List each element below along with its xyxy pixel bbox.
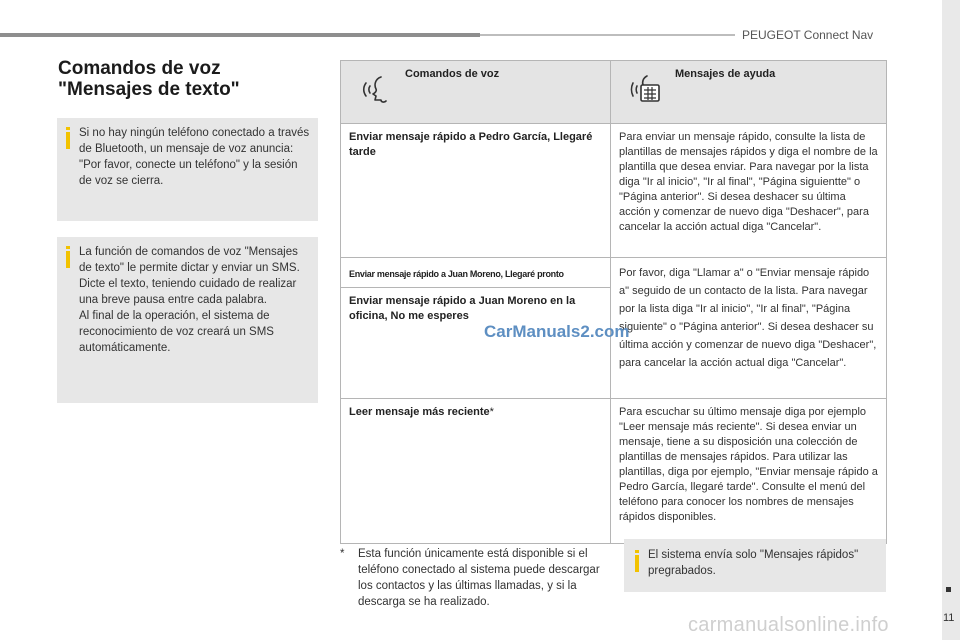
voice-keyboard-icon <box>629 73 661 105</box>
header-label: PEUGEOT Connect Nav <box>742 28 874 42</box>
footnote-text: Esta función únicamente está disponible si el teléfono conectado al sistema puede descargar los contactos y las últimas llamadas, y si la descarga se ha realizado. <box>358 548 600 608</box>
page-edge-marker <box>946 587 951 592</box>
info-box-sms-dictation <box>57 237 318 403</box>
voice-commands-table <box>340 60 887 544</box>
command-cell <box>341 399 611 544</box>
page-edge-strip <box>942 0 960 640</box>
info-box-text: Si no hay ningún teléfono conectado a través de Bluetooth, un mensaje de voz anuncia: "Por favor, conecte un teléfono" y la sesión de voz se cierra. <box>79 127 310 187</box>
page-title <box>58 58 240 100</box>
footnote <box>340 546 600 610</box>
command-cell: Enviar mensaje rápido a Juan Moreno, Llegaré pronto <box>341 258 611 288</box>
column-header-help <box>611 61 887 124</box>
watermark-text: CarManuals2.com <box>484 322 630 341</box>
help-cell: Para escuchar su último mensaje diga por ejemplo "Leer mensaje más reciente". Si desea enviar un mensaje, tiene a su disposición una colección de plantillas de mensajes rápidos. Para utilizar las plantillas, diga por ejemplo, "Enviar mensaje rápido a Pedro García, llegaré tarde". Consulte el menú del teléfono para conocer los nombres de mensajes rápidos disponibles. <box>611 399 887 544</box>
column-header-label: Comandos de voz <box>405 68 500 80</box>
voice-command-icon <box>359 73 391 105</box>
table-row <box>341 258 887 288</box>
command-cell: Enviar mensaje rápido a Pedro García, Llegaré tarde <box>341 124 611 258</box>
column-header-commands <box>341 61 611 124</box>
info-icon <box>64 246 72 268</box>
info-icon <box>633 550 641 572</box>
page-title-line-2: "Mensajes de texto" <box>58 79 240 100</box>
command-cell: Enviar mensaje rápido a Juan Moreno en la oficina, No me esperes <box>341 288 611 399</box>
table-header-row <box>341 61 887 124</box>
site-watermark: carmanualsonline.info <box>688 614 889 636</box>
command-text: Leer mensaje más reciente <box>349 406 490 418</box>
info-box-text: La función de comandos de voz "Mensajes de texto" le permite dictar y enviar un SMS. Dicte el texto, teniendo cuidado de realizar una breve pausa entre cada palabra. Al final de la operación, el sistema de reconocimiento de voz creará un SMS automáticamente. <box>79 246 300 354</box>
header-bar-light <box>480 34 735 36</box>
footnote-marker: * <box>489 406 494 418</box>
column-header-label: Mensajes de ayuda <box>675 68 776 80</box>
header-bar-dark <box>0 33 480 37</box>
help-cell: Para enviar un mensaje rápido, consulte la lista de plantillas de mensajes rápidos y diga el nombre de la plantilla que desea enviar. Para navegar por la lista diga "Ir al inicio", "Ir al final", "Página siguientte" o "Página anterior". Si desea deshacer su última acción y comenzar de nuevo diga "Deshacer", para cancelar la acción actual diga "Cancelar". <box>611 124 887 258</box>
note-text: El sistema envía solo "Mensajes rápidos" pregrabados. <box>648 549 859 577</box>
footnote-marker: * <box>340 548 345 560</box>
page-number: 11 <box>943 612 955 624</box>
info-box-bluetooth <box>57 118 318 221</box>
note-box-quick-messages <box>624 539 886 592</box>
page-title-line-1: Comandos de voz <box>58 58 221 79</box>
table-row <box>341 124 887 258</box>
help-cell: Por favor, diga "Llamar a" o "Enviar mensaje rápido a" seguido de un contacto de la lista. Para navegar por la lista diga "Ir al inicio", "Ir al final", "Página siguiente" o "Página anterior". Si desea deshacer su última acción y comenzar de nuevo diga "Deshacer", para cancelar la acción actual diga "Cancelar". <box>611 258 887 399</box>
table-row <box>341 399 887 544</box>
info-icon <box>64 127 72 149</box>
